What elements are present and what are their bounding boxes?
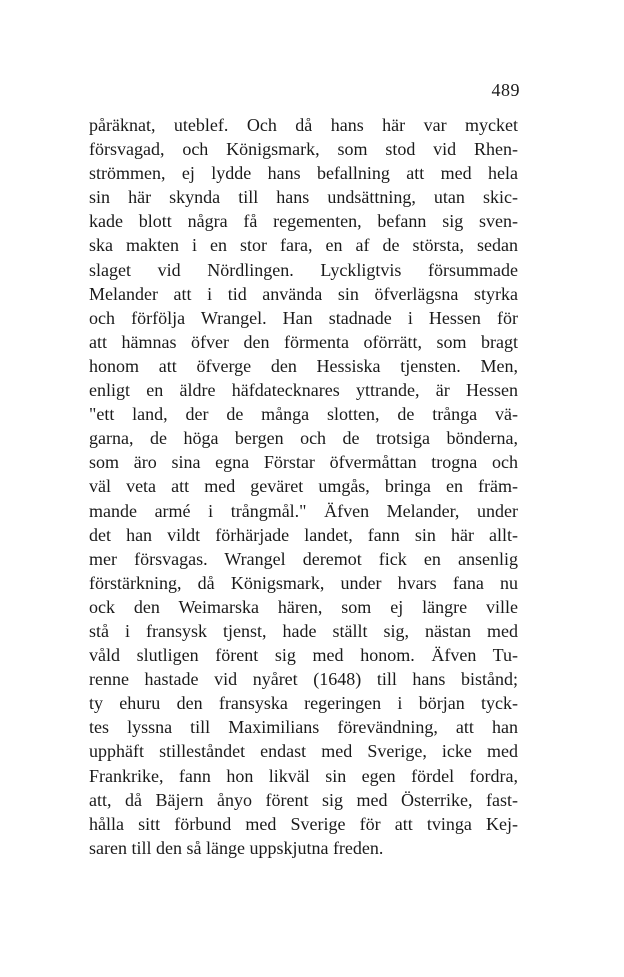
text-line: Melander att i tid använda sin öfverlägsna styrka (89, 283, 518, 304)
text-line: honom att öfverge den Hessiska tjensten. Men, (89, 355, 518, 376)
text-line: upphäft stilleståndet endast med Sverige, icke med (89, 741, 518, 762)
text-line: "ett land, der de många slotten, de trånga vä- (89, 404, 518, 425)
text-line-last: saren till den så länge uppskjutna freden. (89, 837, 384, 858)
text-line: tes lyssna till Maximilians förevändning, att han (89, 717, 518, 738)
page-number: 489 (491, 80, 520, 100)
text-line: strömmen, ej lydde hans befallning att med hela (89, 163, 518, 184)
text-line: slaget vid Nördlingen. Lyckligtvis försummade (89, 259, 518, 280)
text-line: ock den Weimarska hären, som ej längre ville (89, 596, 518, 617)
text-line: försvagad, och Königsmark, som stod vid Rhen- (89, 139, 518, 160)
text-line: våld slutligen förent sig med honom. Äfven Tu- (89, 645, 518, 666)
text-line: ska makten i en stor fara, en af de största, sedan (89, 235, 518, 256)
text-line: förstärkning, då Königsmark, under hvars fana nu (89, 572, 518, 593)
text-line: enligt en äldre häfdatecknares yttrande, är Hessen (89, 380, 518, 401)
body-text (89, 113, 518, 860)
text-line: ty ehuru den fransyska regeringen i början tyck- (89, 693, 518, 714)
text-line: garna, de höga bergen och de trotsiga bönderna, (89, 428, 518, 449)
text-line: renne hastade vid nyåret (1648) till hans bistånd; (89, 669, 518, 690)
text-line: kade blott några få regementen, befann sig sven- (89, 211, 518, 232)
text-line: och förfölja Wrangel. Han stadnade i Hessen för (89, 307, 518, 328)
text-line: väl veta att med geväret umgås, bringa en främ- (89, 476, 518, 497)
text-line: det han vildt förhärjade landet, fann sin här allt- (89, 524, 518, 545)
text-line: mer försvagas. Wrangel deremot fick en ansenlig (89, 548, 518, 569)
text-line: som äro sina egna Förstar öfvermåttan trogna och (89, 452, 518, 473)
text-line: påräknat, uteblef. Och då hans här var mycket (89, 115, 518, 135)
text-line: hålla sitt förbund med Sverige för att tvinga Kej- (89, 813, 518, 834)
text-line: sin här skynda till hans undsättning, utan skic- (89, 187, 518, 208)
text-line: mande armé i trångmål." Äfven Melander, under (89, 500, 518, 521)
text-line: stå i fransysk tjenst, hade ställt sig, nästan med (89, 620, 518, 641)
text-line: att hämnas öfver den förmenta oförrätt, som bragt (89, 331, 518, 352)
text-line: Frankrike, fann hon likväl sin egen fördel fordra, (89, 765, 518, 786)
text-line: att, då Bäjern ånyo förent sig med Österrike, fast- (89, 789, 518, 810)
